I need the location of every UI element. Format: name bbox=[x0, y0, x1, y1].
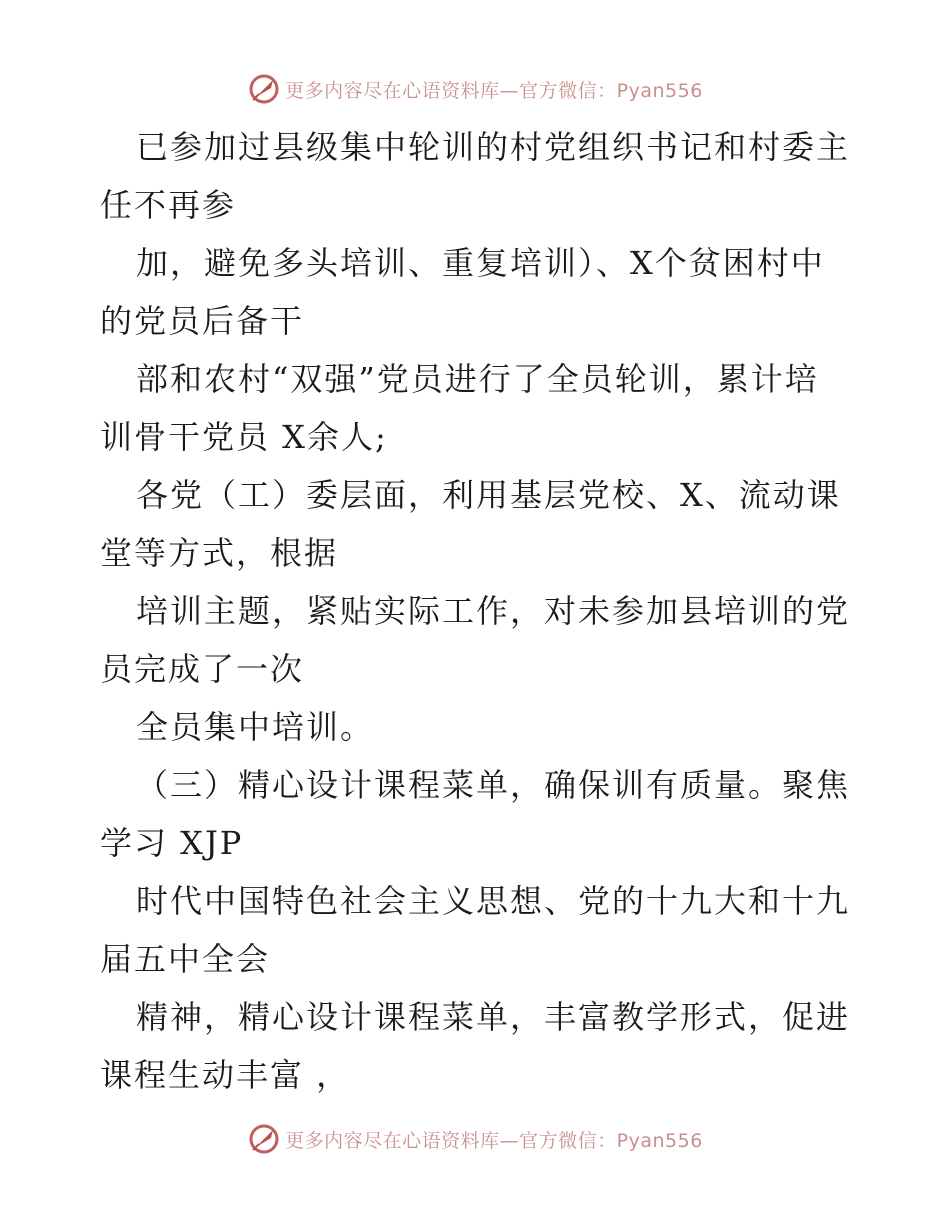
text-line: 已参加过县级集中轮训的村党组织书记和村委主 bbox=[136, 128, 851, 166]
text-line: 精神，精心设计课程菜单，丰富教学形式，促进 bbox=[136, 998, 851, 1036]
document-body bbox=[100, 118, 860, 1104]
text-line: 培训主题，紧贴实际工作，对未参加县培训的党 bbox=[136, 592, 851, 630]
header-watermark bbox=[0, 72, 950, 106]
text-line: 课程生动丰富 ， bbox=[100, 1056, 351, 1094]
text-line: （三）精心设计课程菜单，确保训有质量。聚焦 bbox=[136, 766, 851, 804]
text-line: 时代中国特色社会主义思想、党的十九大和十九 bbox=[136, 882, 851, 920]
watermark-text: 更多内容尽在心语资料库—官方微信：Pyan556 bbox=[285, 1129, 703, 1152]
text-line: 训骨干党员 X余人; bbox=[100, 418, 388, 456]
watermark-text: 更多内容尽在心语资料库—官方微信：Pyan556 bbox=[285, 79, 703, 102]
text-line: 的党员后备干 bbox=[100, 302, 305, 340]
text-line: 员完成了一次 bbox=[100, 650, 305, 688]
text-line: 届五中全会 bbox=[100, 940, 271, 978]
text-line: 学习 XJP bbox=[100, 824, 244, 862]
quill-logo-icon bbox=[247, 72, 281, 106]
text-line: 堂等方式，根据 bbox=[100, 534, 339, 572]
text-line: 任不再参 bbox=[100, 186, 237, 224]
text-line: 各党（工）委层面，利用基层党校、X、流动课 bbox=[136, 476, 841, 514]
quill-logo-icon bbox=[247, 1122, 281, 1156]
text-line: 部和农村“双强”党员进行了全员轮训，累计培 bbox=[136, 360, 819, 398]
text-line: 加，避免多头培训、重复培训）、X个贫困村中 bbox=[136, 244, 825, 282]
footer-watermark bbox=[0, 1122, 950, 1156]
text-line: 全员集中培训。 bbox=[136, 708, 375, 746]
